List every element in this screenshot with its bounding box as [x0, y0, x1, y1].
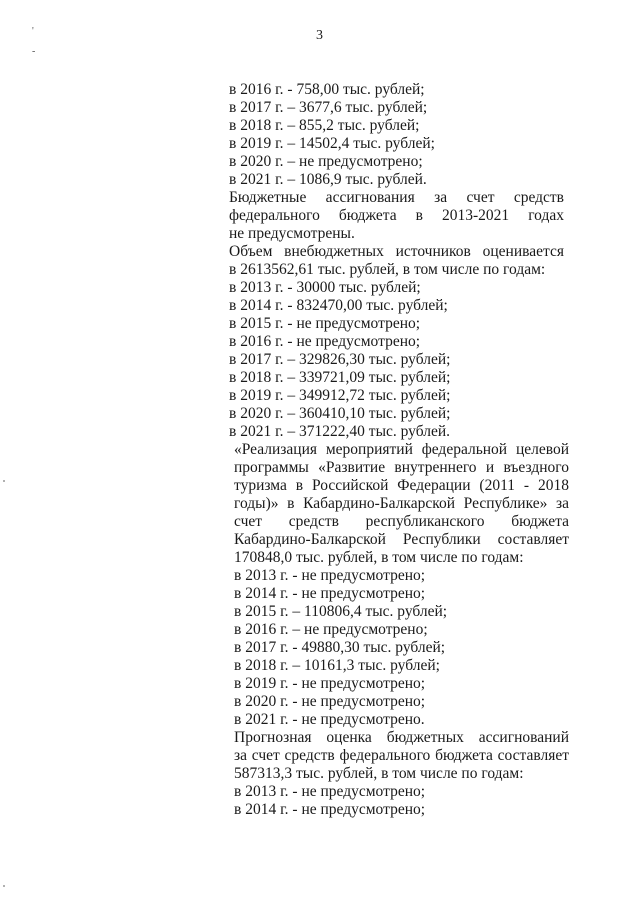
text-line: не предусмотрены.	[229, 225, 355, 242]
text-line: «Реализация мероприятий федеральной целевой	[234, 441, 569, 458]
text-line: в 2021 г. – 371222,40 тыс. рублей.	[229, 423, 450, 440]
scan-speck	[3, 480, 5, 482]
text-line: в 2017 г. – 3677,6 тыс. рублей;	[229, 99, 428, 116]
text-line: за счет средств федерального бюджета составляет	[234, 747, 569, 764]
text-block-b	[234, 441, 569, 819]
text-line: годы)» в Кабардино-Балкарской Республике» за	[234, 495, 569, 512]
text-line: в 2016 г. - 758,00 тыс. рублей;	[229, 81, 425, 98]
text-line: в 2015 г. – 110806,4 тыс. рублей;	[234, 603, 448, 620]
text-line: в 2018 г. – 10161,3 тыс. рублей;	[234, 657, 440, 674]
text-line: туризма в Российской Федерации (2011 - 2018	[234, 477, 569, 494]
text-line: счет средств республиканского бюджета	[234, 513, 569, 530]
text-line: Кабардино-Балкарской Республики составляет	[234, 531, 569, 548]
text-line: в 2019 г. – 349912,72 тыс. рублей;	[229, 387, 451, 404]
text-line: в 2013 г. - не предусмотрено;	[234, 783, 426, 800]
text-line: федерального бюджета в 2013-2021 годах	[229, 207, 564, 224]
text-line: в 2013 г. - 30000 тыс. рублей;	[229, 279, 421, 296]
page-number: 3	[316, 28, 323, 43]
text-line: 170848,0 тыс. рублей, в том числе по годам:	[234, 549, 524, 566]
text-line: в 2016 г. – не предусмотрено;	[234, 621, 428, 638]
text-line: Бюджетные ассигнования за счет средств	[229, 189, 564, 206]
scan-speck	[3, 885, 5, 887]
text-line: в 2014 г. - не предусмотрено;	[234, 585, 426, 602]
text-line: в 2021 г. – 1086,9 тыс. рублей.	[229, 171, 427, 188]
text-line: в 2015 г. - не предусмотрено;	[229, 315, 421, 332]
text-line: 587313,3 тыс. рублей, в том числе по годам:	[234, 765, 524, 782]
text-line: в 2013 г. - не предусмотрено;	[234, 567, 426, 584]
text-line: в 2019 г. - не предусмотрено;	[234, 675, 426, 692]
text-line: в 2020 г. – не предусмотрено;	[229, 153, 423, 170]
text-line: Объем внебюджетных источников оценивается	[229, 243, 564, 260]
text-block-a	[229, 81, 564, 441]
text-line: в 2020 г. – 360410,10 тыс. рублей;	[229, 405, 451, 422]
text-line: в 2016 г. - не предусмотрено;	[229, 333, 421, 350]
text-line: программы «Развитие внутреннего и въездного	[234, 459, 569, 476]
text-line: Прогнозная оценка бюджетных ассигнований	[234, 729, 569, 746]
text-line: в 2017 г. - 49880,30 тыс. рублей;	[234, 639, 446, 656]
text-line: в 2020 г. - не предусмотрено;	[234, 693, 426, 710]
margin-mark-top: '	[32, 26, 34, 37]
text-line: в 2613562,61 тыс. рублей, в том числе по годам:	[229, 261, 546, 278]
text-line: в 2017 г. – 329826,30 тыс. рублей;	[229, 351, 451, 368]
text-line: в 2014 г. - 832470,00 тыс. рублей;	[229, 297, 448, 314]
text-line: в 2014 г. - не предусмотрено;	[234, 801, 426, 818]
margin-mark-second: -	[32, 46, 36, 57]
text-line: в 2018 г. – 855,2 тыс. рублей;	[229, 117, 420, 134]
text-line: в 2021 г. - не предусмотрено.	[234, 711, 425, 728]
text-line: в 2019 г. – 14502,4 тыс. рублей;	[229, 135, 435, 152]
text-line: в 2018 г. – 339721,09 тыс. рублей;	[229, 369, 451, 386]
